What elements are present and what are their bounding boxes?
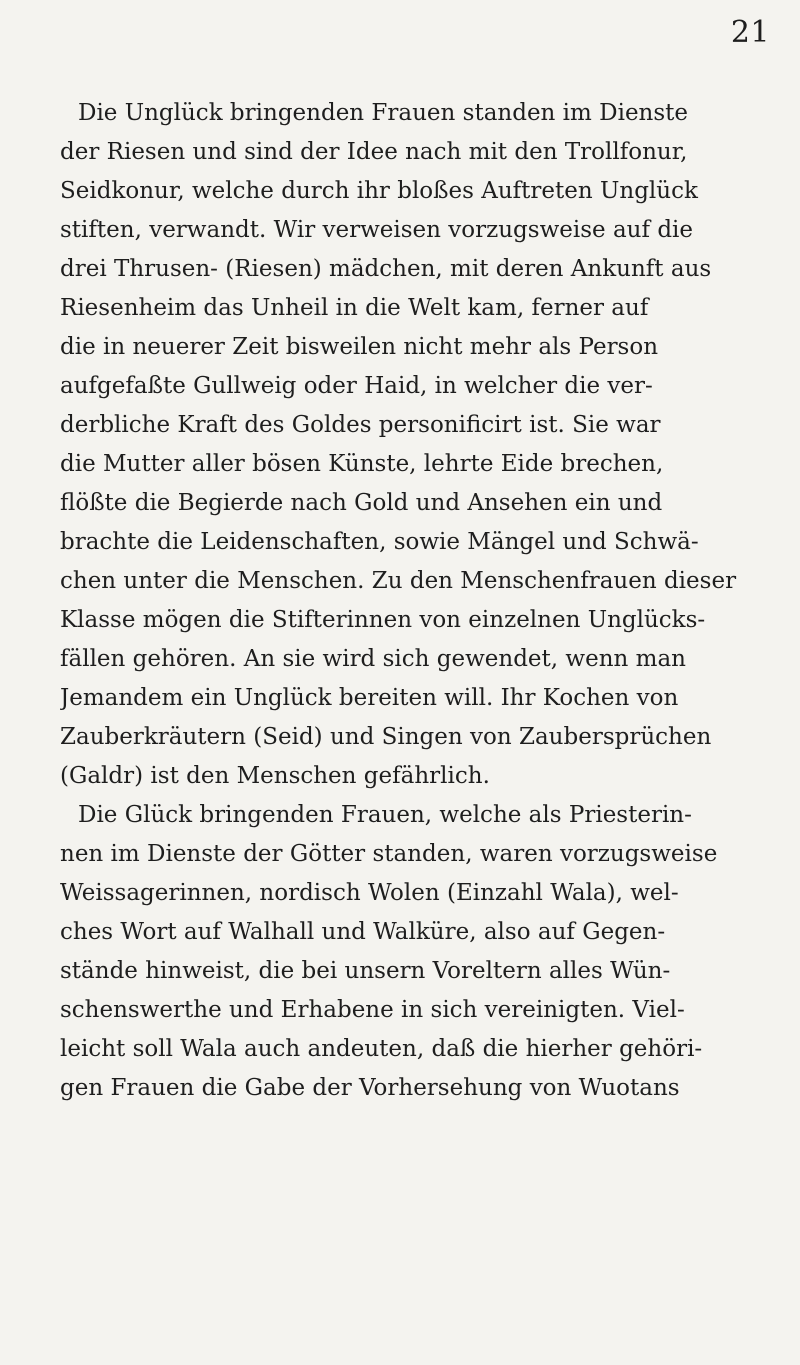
text-line: Riesenheim das Unheil in die Welt kam, ferner auf — [60, 295, 649, 321]
text-line: nen im Dienste der Götter standen, waren vorzugsweise — [60, 841, 718, 867]
text-line: (Galdr) ist den Menschen gefährlich. — [60, 763, 490, 789]
text-line: leicht soll Wala auch andeuten, daß die hierher gehöri- — [60, 1036, 703, 1062]
text-line: Seidkonur, welche durch ihr bloßes Auftreten Unglück — [60, 178, 698, 204]
text-line: chen unter die Menschen. Zu den Menschenfrauen dieser — [60, 568, 737, 594]
text-line: die Mutter aller bösen Künste, lehrte Eide brechen, — [60, 451, 664, 477]
text-line: fällen gehören. An sie wird sich gewendet, wenn man — [60, 646, 686, 672]
text-line: Zauberkräutern (Seid) und Singen von Zaubersprüchen — [60, 724, 712, 750]
text-line: die in neuerer Zeit bisweilen nicht mehr als Person — [60, 334, 659, 360]
text-line: ches Wort auf Walhall und Walküre, also auf Gegen- — [60, 919, 666, 945]
text-line: brachte die Leidenschaften, sowie Mängel und Schwä- — [60, 529, 699, 555]
text-line: drei Thrusen- (Riesen) mädchen, mit deren Ankunft aus — [60, 256, 712, 282]
text-line: der Riesen und sind der Idee nach mit den Trollfonur, — [60, 139, 688, 165]
text-line: Die Glück bringenden Frauen, welche als Priesterin- — [78, 802, 692, 828]
text-line: schenswerthe und Erhabene in sich vereinigten. Viel- — [60, 997, 685, 1023]
body-text — [60, 94, 780, 1108]
text-line: Jemandem ein Unglück bereiten will. Ihr Kochen von — [60, 685, 679, 711]
text-line: Weissagerinnen, nordisch Wolen (Einzahl Wala), wel- — [60, 880, 679, 906]
text-line: aufgefaßte Gullweig oder Haid, in welcher die ver- — [60, 373, 653, 399]
text-line: stände hinweist, die bei unsern Voreltern alles Wün- — [60, 958, 671, 984]
paragraph-2 — [60, 796, 780, 1108]
page-number: 21 — [730, 15, 770, 50]
text-line: derbliche Kraft des Goldes personificirt ist. Sie war — [60, 412, 661, 438]
text-line: Klasse mögen die Stifterinnen von einzelnen Unglücks- — [60, 607, 706, 633]
paragraph-1 — [60, 94, 780, 796]
text-line: gen Frauen die Gabe der Vorhersehung von Wuotans — [60, 1075, 680, 1101]
text-line: flößte die Begierde nach Gold und Ansehen ein und — [60, 490, 663, 516]
text-line: Die Unglück bringenden Frauen standen im Dienste — [78, 100, 689, 126]
text-line: stiften, verwandt. Wir verweisen vorzugsweise auf die — [60, 217, 694, 243]
